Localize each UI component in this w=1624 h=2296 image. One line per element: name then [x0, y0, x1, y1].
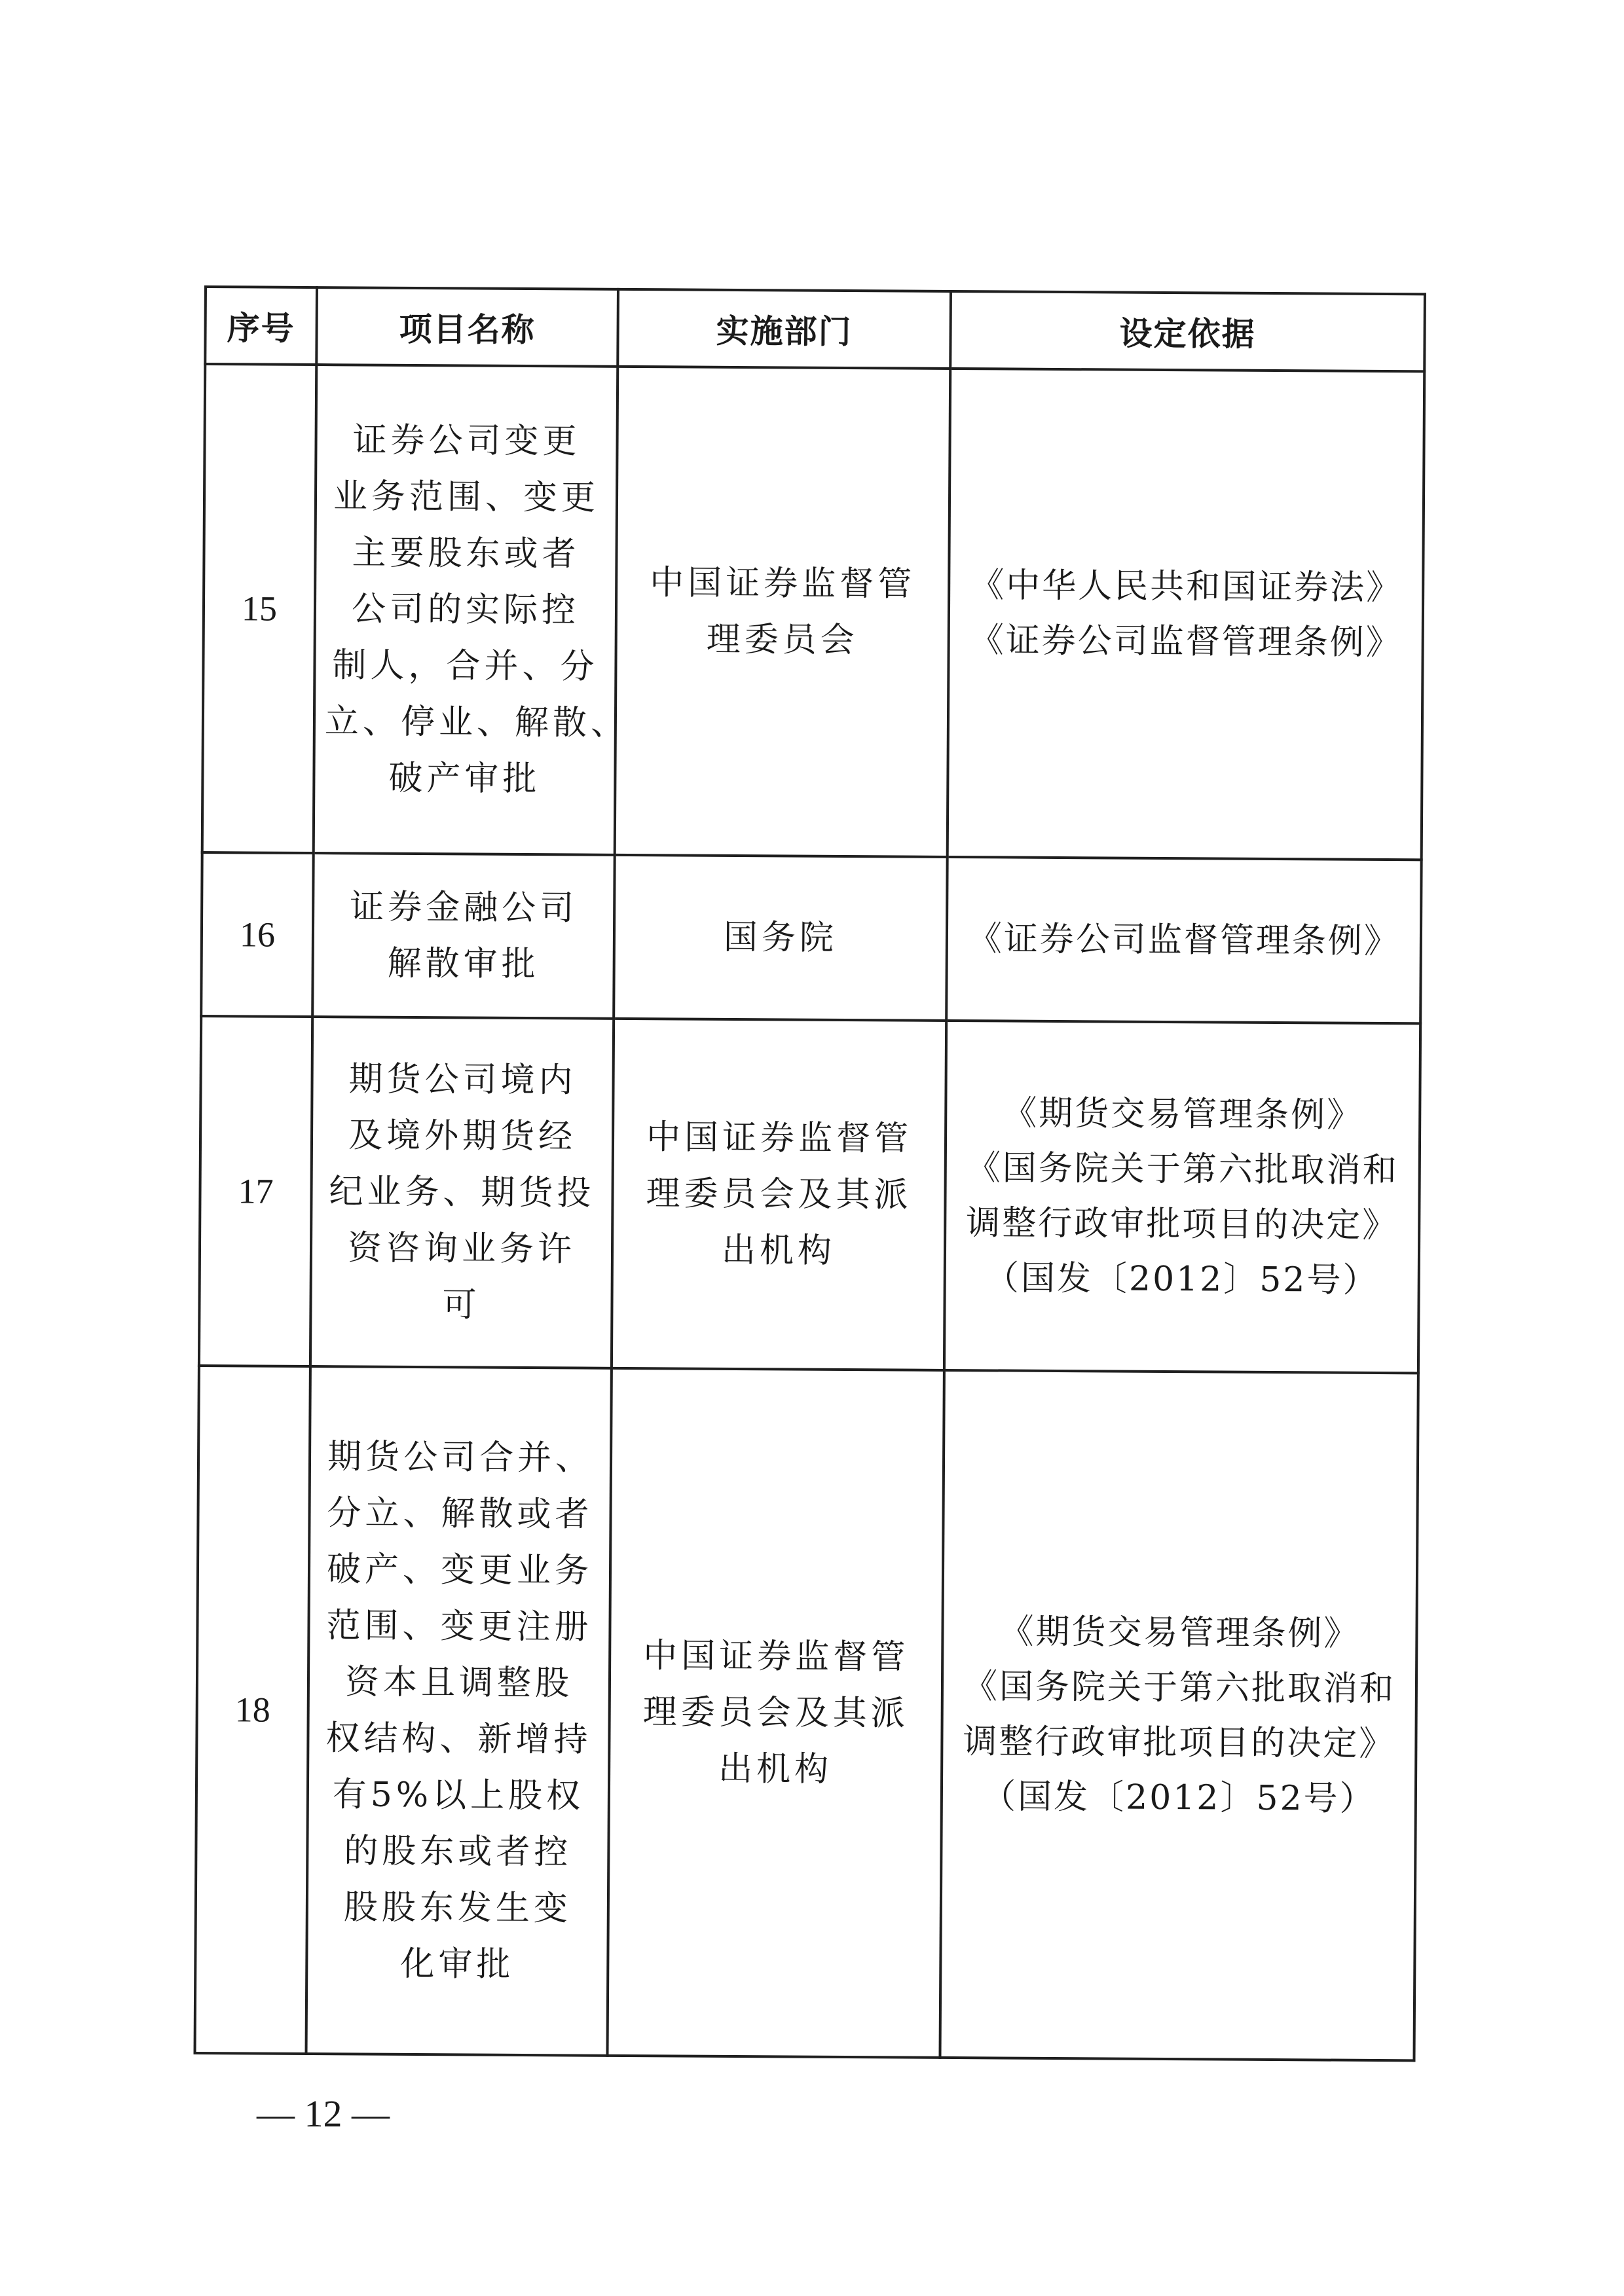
item-name-line: 期货公司境内	[348, 1059, 577, 1101]
legal-basis-line: 调整行政审批项目的决定》	[963, 1722, 1395, 1764]
legal-basis-line: 调整行政审批项目的决定》	[966, 1203, 1399, 1246]
legal-basis-line: 《中华人民共和国证券法》	[970, 566, 1403, 608]
item-name-line: 证券公司变更	[352, 420, 581, 462]
item-name-line: 及境外期货经	[348, 1116, 577, 1157]
item-name-line: 资咨询业务许	[347, 1228, 576, 1269]
item-name-line: 证券金融公司	[350, 887, 578, 928]
legal-basis-line: （国发〔2012〕52号）	[984, 1258, 1379, 1300]
item-name-line: 化审批	[400, 1944, 515, 1984]
department-cell	[614, 855, 948, 1021]
item-name-cell	[312, 853, 615, 1019]
legal-basis-line: 《国务院关于第六批取消和	[966, 1148, 1399, 1191]
department-line: 出机构	[718, 1749, 833, 1789]
legal-basis-line: 《证券公司监督管理条例》	[969, 621, 1402, 663]
department-line: 理委员会及其派	[642, 1692, 909, 1734]
legal-basis-line: （国发〔2012〕52号）	[981, 1777, 1376, 1819]
header-legal-basis: 设定依据	[950, 291, 1425, 371]
table-row	[195, 1366, 1418, 2060]
item-name-line: 破产审批	[388, 758, 541, 799]
department-cell	[612, 1019, 946, 1370]
row-number: 16	[201, 852, 314, 1017]
item-name-line: 的股东或者控	[344, 1831, 572, 1872]
department-line: 理委员会	[706, 619, 858, 661]
row-number: 17	[199, 1016, 312, 1366]
item-name-line: 破产、变更业务	[326, 1550, 593, 1591]
item-name-line: 解散审批	[387, 943, 540, 985]
item-name-line: 分立、解散或者	[327, 1493, 593, 1535]
legal-basis-line: 《国务院关于第六批取消和	[963, 1667, 1396, 1709]
department-line: 中国证券监督管	[650, 563, 916, 604]
legal-basis-line: 《期货交易管理条例》	[999, 1612, 1360, 1654]
item-name-line: 权结构、新增持	[325, 1719, 592, 1760]
item-name-line: 纪业务、期货投	[329, 1172, 595, 1213]
department-line: 中国证券监督管	[646, 1118, 913, 1159]
approval-items-table	[193, 285, 1426, 2062]
item-name-line: 范围、变更注册	[326, 1606, 593, 1647]
item-name-line: 资本且调整股	[344, 1662, 574, 1704]
item-name-line: 主要股东或者	[352, 533, 580, 574]
table-row	[202, 364, 1425, 860]
header-item-name: 项目名称	[316, 287, 618, 367]
row-number: 15	[202, 364, 317, 853]
department-line: 国务院	[723, 917, 838, 958]
legal-basis-line: 《证券公司监督管理条例》	[967, 919, 1401, 962]
table-row	[201, 852, 1421, 1023]
table-row	[199, 1016, 1420, 1373]
department-line: 理委员会及其派	[646, 1174, 912, 1215]
item-name-line: 公司的实际控	[351, 589, 580, 630]
item-name-cell	[314, 365, 629, 855]
item-name-line: 立、停业、解散、	[324, 702, 629, 743]
department-line: 出机构	[721, 1230, 836, 1271]
row-number: 18	[195, 1366, 310, 2054]
legal-basis-cell	[944, 1021, 1420, 1373]
item-name-cell	[306, 1366, 612, 2056]
page-number: — 12 —	[257, 2092, 390, 2135]
item-name-line: 有5%以上股权	[332, 1775, 585, 1816]
item-name-line: 股股东发生变	[343, 1887, 572, 1929]
item-name-line: 业务范围、变更	[333, 477, 600, 518]
table-header-row	[205, 287, 1425, 371]
department-line: 中国证券监督管	[643, 1636, 910, 1677]
department-cell	[615, 367, 951, 857]
item-name-line: 制人，合并、分	[332, 646, 599, 687]
header-department: 实施部门	[618, 289, 951, 369]
item-name-line: 可	[442, 1285, 481, 1325]
legal-basis-line: 《期货交易管理条例》	[1003, 1093, 1363, 1135]
legal-basis-cell	[948, 369, 1425, 860]
header-serial-number: 序号	[205, 287, 317, 365]
legal-basis-cell	[940, 1370, 1418, 2060]
item-name-line: 期货公司合并、	[327, 1437, 594, 1478]
legal-basis-cell	[946, 857, 1422, 1023]
department-cell	[607, 1368, 944, 2058]
item-name-cell	[310, 1017, 614, 1368]
